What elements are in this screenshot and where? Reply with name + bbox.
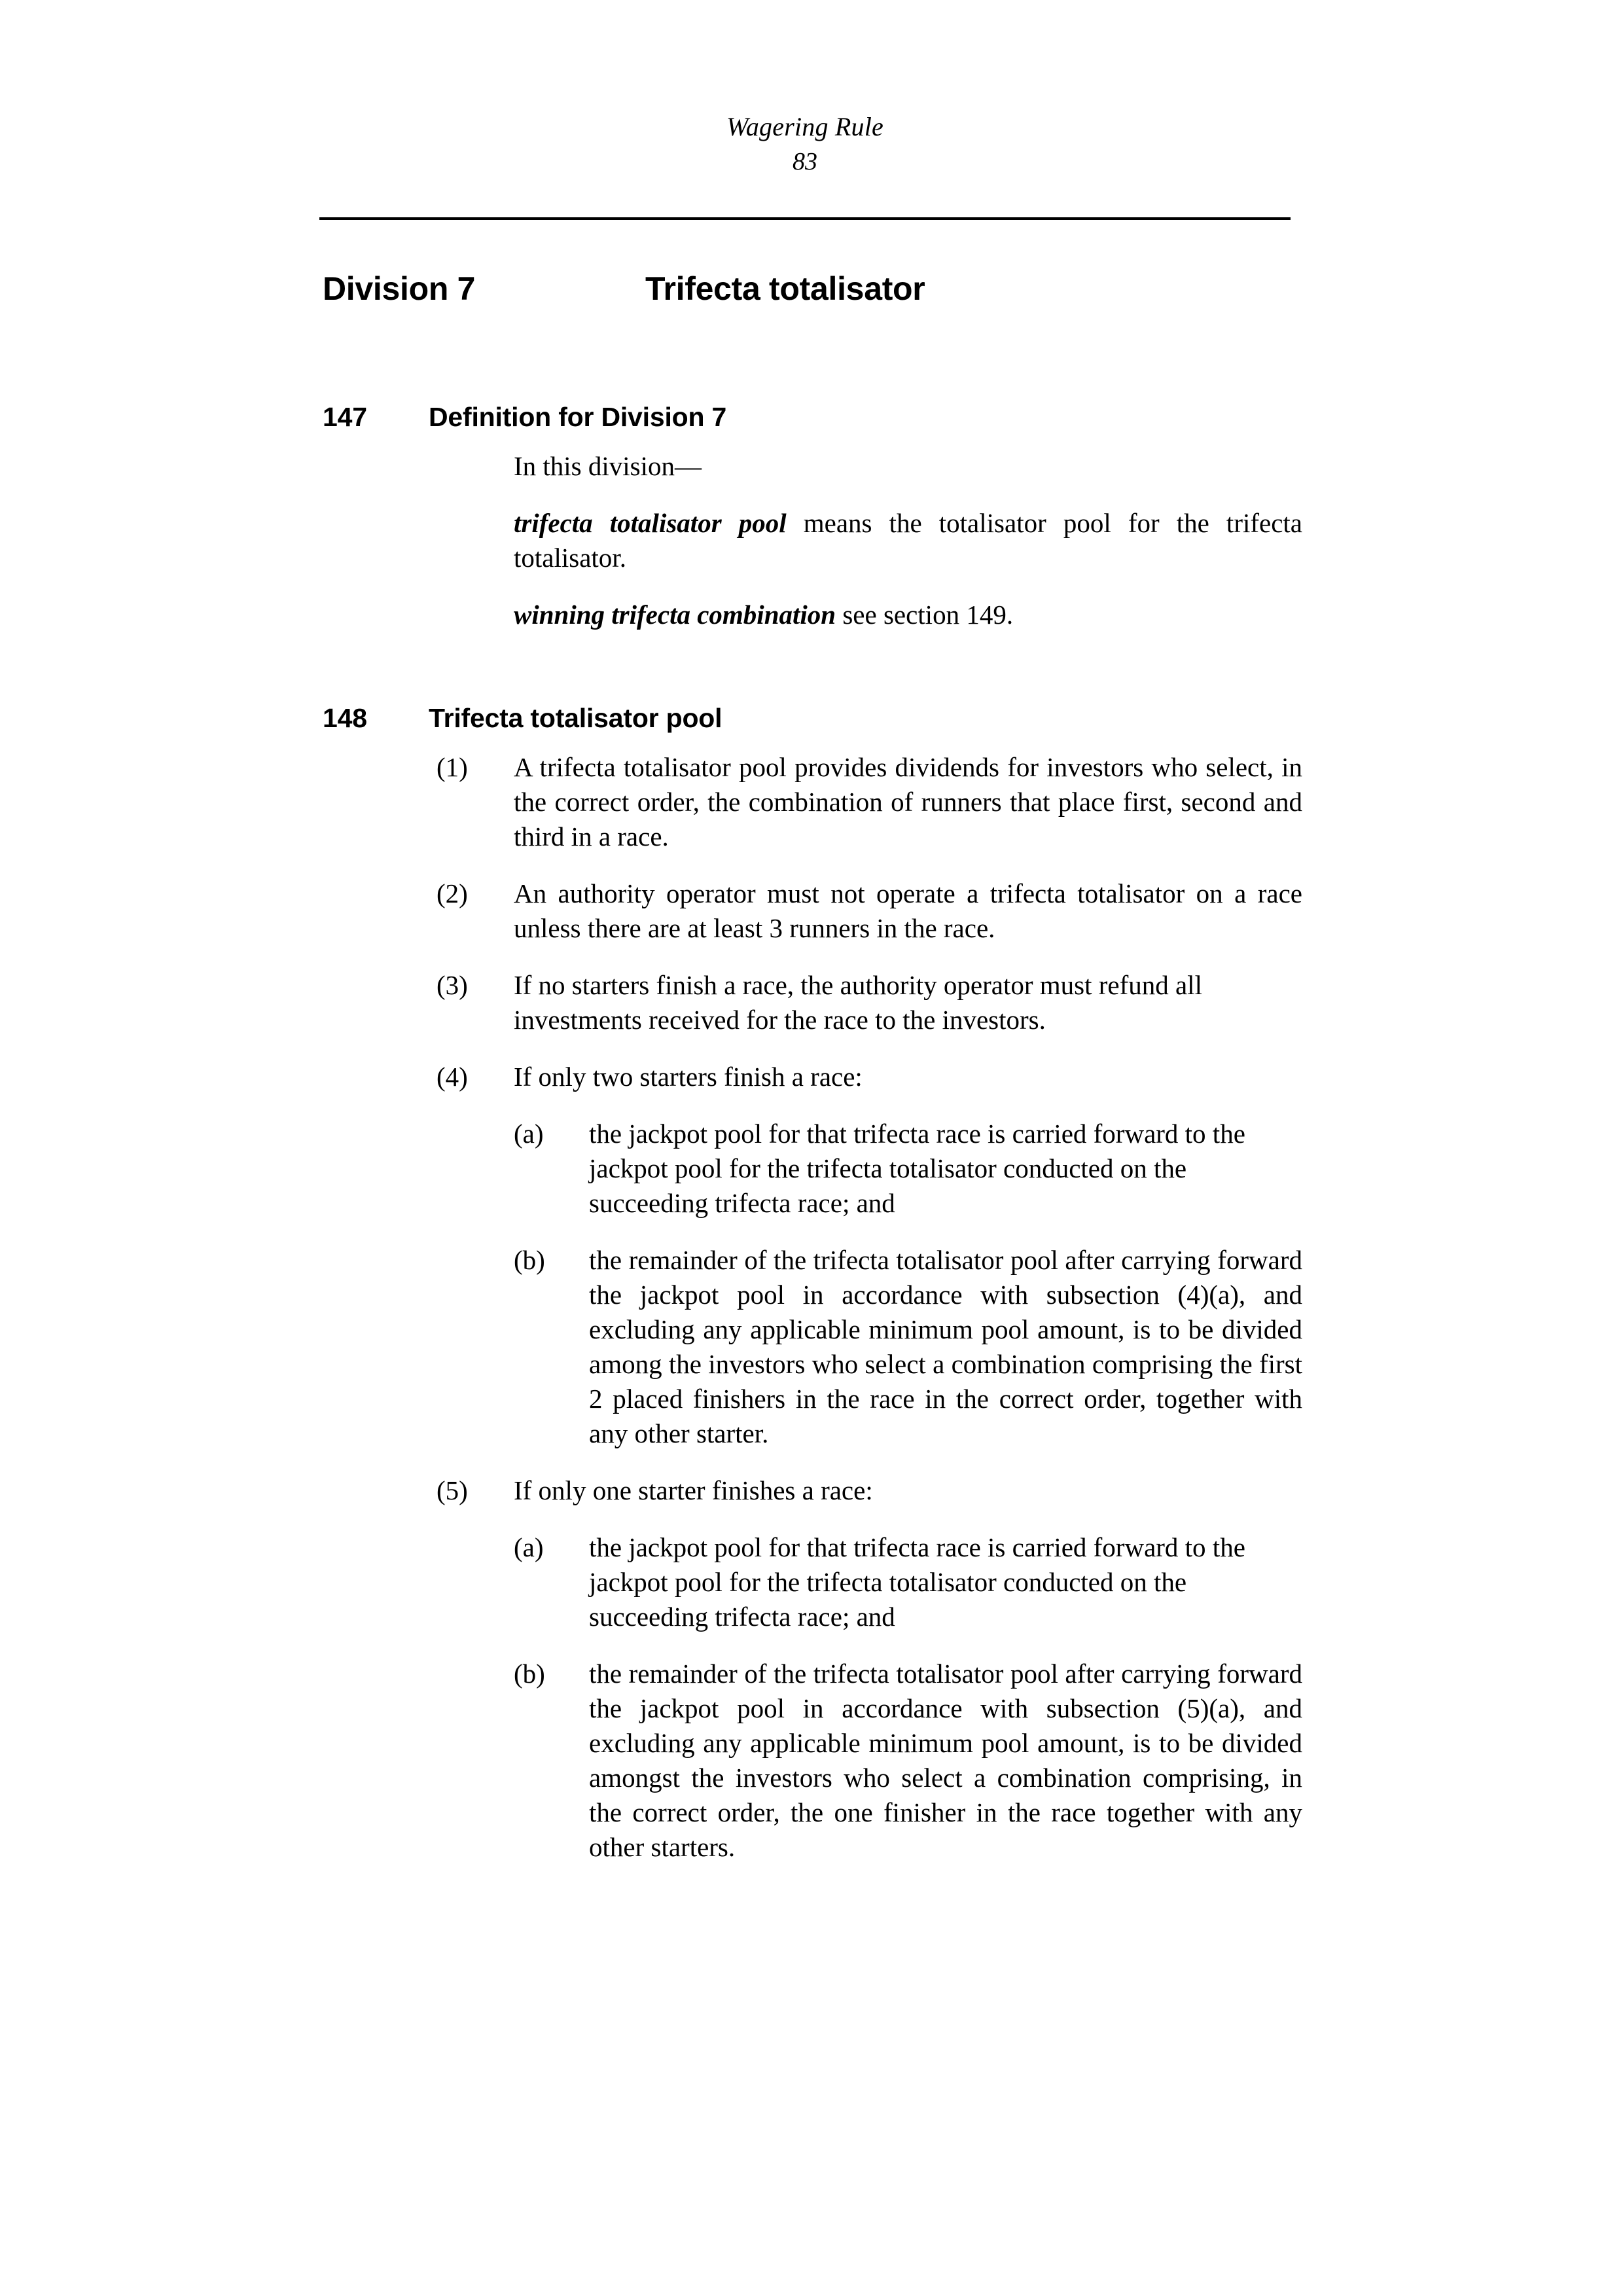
spacer bbox=[0, 1221, 1623, 1243]
subsection-number: (2) bbox=[437, 878, 468, 908]
subsection bbox=[437, 1473, 1302, 1508]
spacer bbox=[0, 1094, 1623, 1117]
lettered-paragraph bbox=[514, 1530, 1302, 1634]
section-title: Trifecta totalisator pool bbox=[429, 703, 722, 733]
defined-term: winning trifecta combination bbox=[514, 600, 836, 630]
section-number: 147 bbox=[323, 402, 367, 432]
spacer bbox=[0, 1508, 1623, 1530]
lettered-paragraph bbox=[514, 1117, 1302, 1221]
paragraph-letter: (b) bbox=[514, 1659, 545, 1689]
spacer bbox=[0, 309, 1623, 377]
lettered-paragraph bbox=[514, 1657, 1302, 1865]
subsection-text: If no starters finish a race, the authority operator must refund all investments received for the race to the investors. bbox=[514, 970, 1202, 1035]
header-divider-rule bbox=[319, 217, 1291, 220]
division-label: Division 7 bbox=[323, 270, 476, 307]
section-heading-147 bbox=[323, 399, 1302, 435]
section-title: Definition for Division 7 bbox=[429, 402, 727, 432]
section-number: 148 bbox=[323, 703, 367, 733]
division-heading bbox=[323, 268, 1302, 309]
subsection-text: If only two starters finish a race: bbox=[514, 1062, 863, 1092]
spacer bbox=[0, 435, 1623, 449]
definition-text: see section 149. bbox=[836, 600, 1014, 630]
spacer bbox=[0, 377, 1623, 399]
subsection bbox=[437, 750, 1302, 854]
spacer bbox=[0, 1037, 1623, 1060]
definition-text: means the totalisator pool for the trifecta totalisator. bbox=[514, 508, 1302, 573]
paragraph-letter: (a) bbox=[514, 1119, 544, 1149]
running-header bbox=[319, 110, 1291, 178]
spacer bbox=[0, 1634, 1623, 1657]
defined-term: trifecta totalisator pool bbox=[514, 508, 787, 538]
subsection-text: A trifecta totalisator pool provides dividends for investors who select, in the correct order, the combination of runners that place first, second and third in a race. bbox=[514, 752, 1302, 852]
spacer bbox=[0, 854, 1623, 876]
spacer bbox=[0, 946, 1623, 968]
subsection bbox=[437, 1060, 1302, 1094]
paragraph-letter: (b) bbox=[514, 1245, 545, 1275]
subsection-number: (1) bbox=[437, 752, 468, 782]
paragraph-text: the remainder of the trifecta totalisator pool after carrying forward the jackpot pool in accordance with subsection (4)(a), and excluding any applicable minimum pool amount, is to be divided among the investors who select a combination comprising the first 2 placed finishers in the race in the correct order, together with any other starter. bbox=[589, 1245, 1302, 1448]
definition-lead-in: In this division— bbox=[514, 451, 702, 481]
paragraph-letter: (a) bbox=[514, 1532, 544, 1562]
header-page-number: 83 bbox=[793, 148, 817, 175]
document-content bbox=[0, 254, 1623, 1865]
definition-entry bbox=[514, 506, 1302, 575]
subsection-number: (4) bbox=[437, 1062, 468, 1092]
subsection-text: An authority operator must not operate a trifecta totalisator on a race unless there are at least 3 runners in the race. bbox=[514, 878, 1302, 943]
definition-entry bbox=[514, 598, 1302, 632]
spacer bbox=[0, 632, 1623, 700]
subsection bbox=[437, 968, 1302, 1037]
lettered-paragraph bbox=[514, 1243, 1302, 1451]
section-heading-148 bbox=[323, 700, 1302, 736]
spacer bbox=[0, 575, 1623, 598]
paragraph-text: the remainder of the trifecta totalisator pool after carrying forward the jackpot pool in accordance with subsection (5)(a), and excluding any applicable minimum pool amount, is to be divided amongst the investors who select a combination comprising, in the correct order, the one finisher in the race together with any other starters. bbox=[589, 1659, 1302, 1862]
paragraph-text: the jackpot pool for that trifecta race is carried forward to the jackpot pool for the trifecta totalisator conducted on the succeeding trifecta race; and bbox=[589, 1532, 1245, 1632]
header-title: Wagering Rule bbox=[726, 112, 883, 141]
subsection-number: (5) bbox=[437, 1475, 468, 1505]
subsection-text: If only one starter finishes a race: bbox=[514, 1475, 873, 1505]
spacer bbox=[0, 484, 1623, 506]
spacer bbox=[0, 736, 1623, 750]
subsection bbox=[437, 876, 1302, 946]
division-title: Trifecta totalisator bbox=[645, 270, 925, 307]
subsection-number: (3) bbox=[437, 970, 468, 1000]
paragraph-text: the jackpot pool for that trifecta race is carried forward to the jackpot pool for the trifecta totalisator conducted on the succeeding trifecta race; and bbox=[589, 1119, 1245, 1218]
spacer bbox=[0, 1451, 1623, 1473]
